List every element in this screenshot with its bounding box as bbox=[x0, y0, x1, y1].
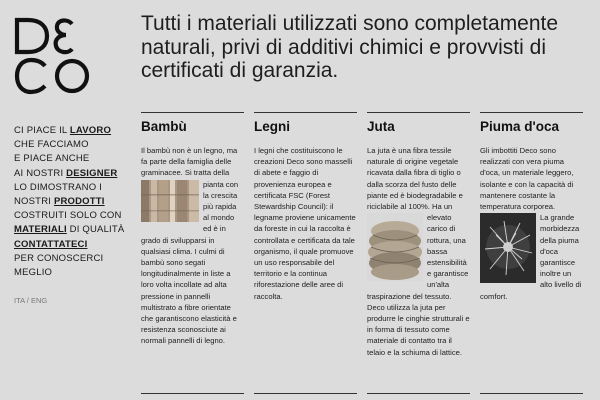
nav-line-8 bbox=[14, 223, 140, 237]
material-description bbox=[254, 145, 357, 302]
nav-text: MEGLIO bbox=[14, 267, 53, 279]
nav-text: AI NOSTRI bbox=[14, 167, 67, 179]
material-text-body: pianta con la crescita più rapida al mondo ed è in grado di svilupparsi in qualsiasi clima. I culmi di bambù sono segati longitudinalmente in liste a loro volta incollate ad alta pressione in pannelli multistrato a fibre orientate che garantiscono elasticità e resistenza sconosciute ai normali pannelli di legno. bbox=[141, 179, 239, 346]
material-piuma bbox=[480, 112, 583, 302]
material-legni bbox=[254, 112, 357, 302]
material-text-intro: Il bambù non è un legno, ma fa parte della famiglia delle graminacee. Si tratta della bbox=[141, 146, 238, 178]
material-title: Bambù bbox=[141, 119, 187, 134]
material-text-intro: I legni che costituiscono le creazioni Deco sono masselli di abete e faggio di provenienza europea e certificata FSC (Forest Stewardship Council): il legname proviene unicamente da foreste in cui la raccolta è controllata e certificata da tale organismo, il quale promuove un uso responsabile del territorio e la continua riforestazione delle aree di raccolta. bbox=[254, 146, 356, 301]
nav-line-10 bbox=[14, 252, 140, 266]
column-divider bbox=[367, 393, 470, 394]
material-bambu bbox=[141, 112, 244, 347]
nav-text: COSTRUITI SOLO CON bbox=[14, 210, 122, 222]
material-text-intro: La juta è una fibra tessile naturale di origine vegetale ricavata dalla fibra di tiglio o dalla scorza del fusto delle piante ed è biodegradabile e riciclabile al 100%. Ha un bbox=[367, 146, 463, 212]
nav-link-designer[interactable]: DESIGNER bbox=[66, 167, 118, 179]
material-title: Piuma d'oca bbox=[480, 119, 559, 134]
nav-text: E PIACE ANCHE bbox=[14, 153, 90, 165]
nav-line-2 bbox=[14, 138, 140, 152]
nav-line-5 bbox=[14, 181, 140, 195]
column-divider bbox=[254, 393, 357, 394]
nav-link-prodotti[interactable]: PRODOTTI bbox=[53, 196, 105, 208]
nav-line-7 bbox=[14, 209, 140, 223]
nav-link-lavoro[interactable]: LAVORO bbox=[69, 125, 112, 136]
intro-statement: Tutti i materiali utilizzati sono completamente naturali, privi di additivi chimici e provvisti di certificati di garanzia. bbox=[141, 12, 559, 82]
material-description bbox=[141, 145, 244, 347]
nav-line-9 bbox=[14, 238, 140, 252]
logo-mark bbox=[14, 14, 94, 100]
nav-text: LO DIMOSTRANO I bbox=[14, 181, 102, 193]
nav-text: PER CONOSCERCI bbox=[14, 252, 104, 264]
nav-text: NOSTRI bbox=[14, 196, 54, 208]
feather-photo bbox=[480, 213, 536, 286]
material-text-body: elevato carico di rottura, una bassa estensibilità e garantisce un'alta traspirazione del tessuto. Deco utilizza la juta per produrre le cinghie strutturali e in forma di tessuto come materiale di contatto tra il telaio e la schiuma di lattice. bbox=[367, 213, 470, 357]
material-description bbox=[480, 145, 583, 302]
nav-text: CI PIACE IL bbox=[14, 125, 70, 136]
nav-line-3 bbox=[14, 152, 140, 166]
nav-text: CHE FACCIAMO bbox=[14, 139, 89, 151]
jute-photo bbox=[367, 213, 423, 284]
material-text-body: La grande morbidezza della piuma d'oca garantisce inoltre un alto livello di comfort. bbox=[480, 213, 582, 301]
language-switcher[interactable]: ITA / ENG bbox=[14, 296, 48, 305]
deco-logo[interactable] bbox=[14, 14, 94, 100]
nav-line-6 bbox=[14, 195, 140, 209]
nav-text: DI QUALITÀ bbox=[66, 224, 125, 236]
material-title: Juta bbox=[367, 119, 395, 134]
main-menu bbox=[14, 124, 140, 280]
material-title: Legni bbox=[254, 119, 290, 134]
nav-line-4 bbox=[14, 167, 140, 181]
bamboo-photo bbox=[141, 180, 199, 225]
material-text-intro: Gli imbottiti Deco sono realizzati con vera piuma d'oca, un materiale leggero, isolante e con la capacità di mantenere costante la temperatura corporea. bbox=[480, 146, 574, 212]
nav-line-11 bbox=[14, 266, 140, 280]
material-juta bbox=[367, 112, 470, 358]
nav-link-materiali[interactable]: MATERIALI bbox=[14, 224, 67, 236]
nav-link-contattateci[interactable]: CONTATTATECI bbox=[14, 238, 88, 250]
nav-line-1 bbox=[14, 124, 140, 138]
column-divider bbox=[141, 393, 244, 394]
material-description bbox=[367, 145, 470, 358]
column-divider bbox=[480, 393, 583, 394]
